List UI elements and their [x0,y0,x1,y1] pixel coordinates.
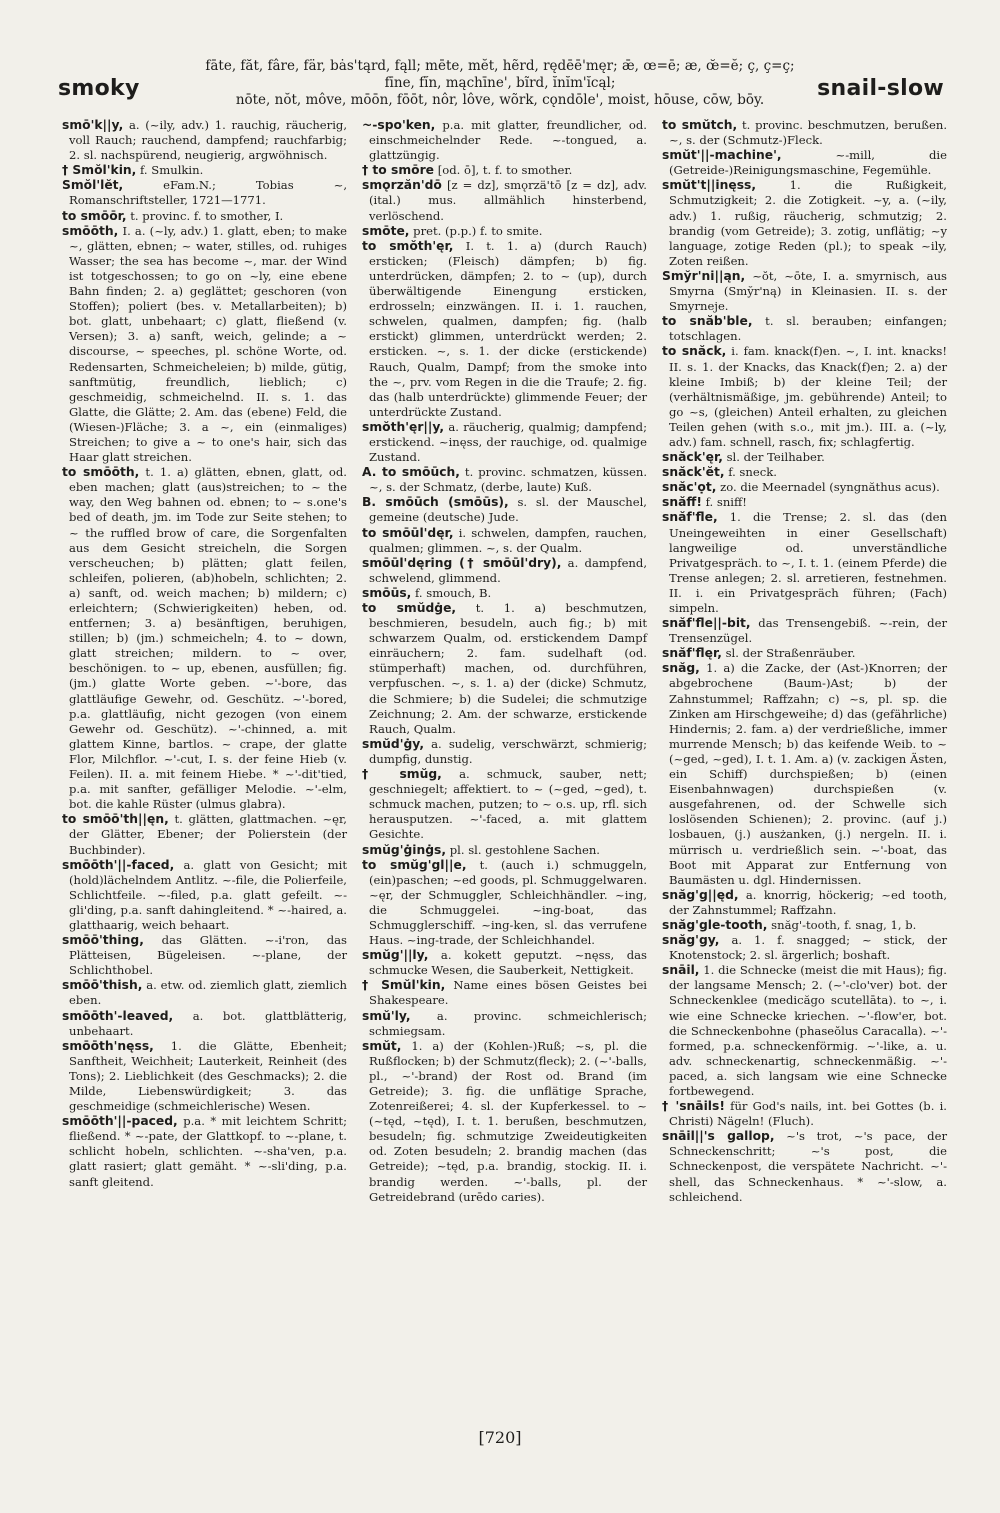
column-1 [62,118,347,1190]
dictionary-entry [662,314,947,344]
entry-headword: snăf'flęr, [662,646,722,661]
dictionary-entry [62,1009,347,1039]
dictionary-entry [62,858,347,933]
entry-headword: smōō'thish, [62,978,143,993]
entry-headword: to smŭtch, [662,118,738,132]
dictionary-entry [362,858,647,949]
entry-definition: I. t. 1. a) (durch Rauch) ersticken; (Fleisch) dämpfen; b) fig. unterdrücken, dämpfen; 2. to ~ (up), durch überwältigende Einengung ersticken, erdrosseln; einzwängen. II. i. 1. rauchen, schwelen, qualmen, dampfen; fig. (halb erstickt) glimmen, unterdrückt werden; 2. ersticken. ~, s. 1. der dicke (erstickende) Rauch, Qualm, Dampf; from the smoke into the ~, prv. vom Regen in die die Traufe; 2. fig. das (halb unterdrückte) glimmende Feuer; der unterdrückte Zustand. [369,238,647,419]
entry-definition: t. provinc. beschmutzen, berußen. ~, s. der (Schmutz-)Fleck. [669,118,948,148]
dictionary-entry [662,1099,947,1129]
entry-headword: to smŭdġe, [362,601,457,615]
entry-headword: smǫrzăn'dō [362,178,442,193]
dictionary-entry [662,888,947,918]
entry-definition: t. 1. a) beschmutzen, beschmieren, besudeln, auch fig.; b) mit schwarzem Qualm, od. erstickendem Dampf einräuchern; 2. fam. sudelhaft (od. stümperhaft) machen, od. durchführen, verpfuschen. ~, s. 1. a) der (dicke) Schmutz, die Schmiere; b) die Sudelei; die schmutzige Zeichnung; 2. Am. der schwarze, erstickende Rauch, Qualm. [369,601,647,736]
entry-headword: † 'snāils! [662,1099,725,1114]
dictionary-entry [62,209,347,224]
entry-definition: a. schmuck, sauber, nett; geschniegelt; affektiert. to ~ (~ged, ~ged), t. schmuck machen, putzen; to ~ o.s. up, rfl. sich herausputzen. ~'-faced, a. mit glattem Gesichte. [369,767,647,842]
entry-definition: sl. der Teilhaber. [726,450,825,465]
dictionary-entry [362,526,647,556]
entry-definition: 1. a) der (Kohlen-)Ruß; ~s, pl. die Rußflocken; b) der Schmutz(fleck); 2. (~'-balls, pl., ~'-brand) der Rost od. Brand (im Getreide); 3. fig. die unflätige Sprache, Zotenreißerei; 4. sl. der Kupferkessel. to ~ (~tęd, ~tęd), I. t. 1. berußen, beschmutzen, besudeln; fig. schmutzige Zweideutigkeiten od. Zoten besudeln; 2. brandig machen (das Getreide); ~tęd, p.a. brandig, stockig. II. i. brandig werden. ~'-balls, pl. der Getreidebrand (urēdo caries). [369,1038,647,1204]
entry-headword: snăck'ęr, [662,450,723,465]
entry-definition: i. fam. knack(f)en. ~, I. int. knacks! II. s. 1. der Knacks, das Knack(f)en; 2. a) der kleine Imbiß; b) der kleine Teil; der (verhältnismäßige, jm. gebührende) Anteil; to go ~s, (gleichen) Anteil erhalten, zu gleichen Teilen gehen (with s.o., mit jm.). III. a. (~ly, adv.) fam. schnell, rasch, fix; schlagfertig. [669,344,947,449]
dictionary-entry [62,978,347,1008]
entry-headword: snăg'gy, [662,933,720,948]
entry-definition: a. kokett geputzt. ~nęss, das schmucke Wesen, die Sauberkeit, Nettigkeit. [369,948,648,978]
dictionary-entry [362,178,647,223]
dictionary-entry [62,1039,347,1114]
entry-headword: to smōūl'dęr, [362,525,454,540]
dictionary-entry [362,1039,647,1205]
entry-headword: snăc'ọt, [662,480,717,495]
entry-headword: smŭ'ly, [362,1008,411,1023]
dictionary-entry [662,963,947,1099]
entry-definition: s. sl. der Mauschel, gemeine (deutsche) Jude. [369,495,647,525]
dictionary-entry [362,843,647,858]
entry-headword: snăff! [662,495,702,510]
entry-headword: smōte, [362,223,410,238]
guide-word-left: smoky [58,76,140,101]
dictionary-entry [362,948,647,978]
dictionary-entry [362,420,647,465]
entry-headword: to smŏth'ęr, [362,238,454,253]
entry-definition: I. a. (~ly, adv.) 1. glatt, eben; to make ~, glätten, ebnen; ~ water, stilles, od. ruhiges Wasser; the sea has become ~, mar. der Wind ist totgeschossen; to go on ~ly, eine ebene Bahn finden; 2. a) geglättet; geschoren (von Stoffen); poliert (bes. v. Metallarbeiten); b) bot. glatt, unbehaart; c) glatt, fließend (v. Versen); 3. a) sanft, weich, gelinde; a ~ discourse, ~ speeches, pl. schöne Worte, od. Redensarten, Schmeicheleien; b) milde, gütig, sanftmütig, freundlich, lieblich; c) geschmeidig, schmeichelnd. II. s. 1. das Glatte, die Glätte; 2. Am. das (ebene) Feld, die (Wiesen-)Fläche; 3. a ~, ein (einmaliges) Streichen; to give a ~ to one's hair, sich das Haar glatt streichen. [69,223,347,465]
dictionary-entry [362,118,647,163]
entry-headword: † smŭg, [362,767,442,782]
dictionary-entry [662,450,947,465]
dictionary-entry [362,556,647,586]
entry-headword: snăf'fle, [662,510,718,525]
entry-definition: t. (auch i.) schmuggeln, (ein)paschen; ~ed goods, pl. Schmuggelwaren. ~ęr, der Schmuggler, Schleichhändler. ~ing, die Schmuggelei. ~ing-boat, das Schmugglerschiff. ~ing-ken, sl. das verrufene Haus. ~ing-trade, der Schleichhandel. [369,857,647,948]
entry-definition: das Trensengebiß. ~-rein, der Trensenzügel. [669,616,947,646]
entry-definition: [z = dz], smǫrzä'tō [z = dz], adv. (ital.) mus. allmählich hinsterbend, verlöschend. [369,178,647,223]
entry-headword: smōōth'-leaved, [62,1008,174,1023]
entry-definition: 1. die Schnecke (meist die mit Haus); fig. der langsame Mensch; 2. (~'-clo'ver) bot. der Schneckenklee (medicăgo scutellāta). to ~, i. wie eine Schnecke kriechen. ~'-flow'er, bot. die Schneckenbohne (phaseŏlus Caracalla). ~'-formed, p.a. schneckenförmig. ~'-like, a. u. adv. schneckenartig, schneckenmäßig. ~'-paced, a. sich langsam wie eine Schnecke fortbewegend. [669,963,947,1098]
entry-definition: a. bot. glattblätterig, unbehaart. [69,1008,347,1038]
dictionary-entry [62,465,347,812]
entry-headword: to snăb'ble, [662,314,753,329]
dictionary-entry [662,118,947,148]
entry-headword: smŭt, [362,1038,402,1053]
entry-definition: a. räucherig, qualmig; dampfend; erstickend. ~inęss, der rauchige, od. qualmige Zustand. [369,419,647,465]
column-2 [362,118,647,1205]
dictionary-entry [62,933,347,978]
entry-headword: smōōth'||-faced, [62,857,175,872]
dictionary-entry [662,646,947,661]
dictionary-entry [62,812,347,857]
entry-headword: snăf'fle||-bit, [662,616,751,631]
entry-headword: ~-spo'ken, [362,118,436,132]
dictionary-entry [62,118,347,163]
entry-definition: 1. die Glätte, Ebenheit; Sanftheit, Weichheit; Lauterkeit, Reinheit (des Tons); 2. Lieblichkeit (des Geschmacks); 2. die Milde, Liebenswürdigkeit; 3. das geschmeidige (schmeichlerische) Wesen. [69,1038,348,1114]
entry-headword: smōōth, [62,223,119,238]
entry-definition: f. sneck. [728,465,777,480]
entry-headword: smōōth'nęss, [62,1038,154,1053]
entry-headword: smōō'thing, [62,933,144,948]
entry-headword: smōūs, [362,585,412,600]
entry-definition: das Glätten. ~-i'ron, das Plätteisen, Bügeleisen. ~-plane, der Schlichthobel. [69,933,348,978]
entry-headword: snăck'ĕt, [662,465,725,480]
entry-definition: a. knorrig, höckerig; ~ed tooth, der Zahnstummel; Raffzahn. [669,887,948,917]
entry-definition: t. sl. berauben; einfangen; totschlagen. [669,314,947,344]
entry-definition: t. 1. a) glätten, ebnen, glatt, od. eben machen; glatt (aus)streichen; to ~ the way, den Weg bahnen od. ebnen; to ~ s.one's bed of death, jm. im Tode zur Seite stehen; to ~ the ruffled brow of care, die Sorgenfalten aus dem Gesicht streicheln, die Sorgen verscheuchen; b) plätten; glatt feilen, schleifen, polieren, (ab)hobeln, schlichten; 2. a) sanft, od. weich machen; b) mildern; c) erleichtern; (Schwierigkeiten) heben, od. entfernen; 3. a) besänftigen, beruhigen, stillen; b) (jm.) schmeicheln; 4. to ~ down, glatt streichen; mildern. to ~ over, beschönigen. to ~ up, ebenen, ausfüllen; fig. (jm.) glatte Worte geben. ~'-bore, das glattläufige Gewehr, od. Geschütz. ~'-bored, p.a. glattläufig, nicht gezogen (von einem Gewehr od. Geschütz). ~'-chinned, a. mit glattem Kinne, bartlos. ~ crape, der glatte Flor, Milchflor. ~'-cut, I. s. der feine Hieb (v. Feilen). II. a. mit feinem Hiebe. * ~'-dit'tied, p.a. mit sanfter, gefälliger Melodie. ~'-elm, bot. die kahle Rüster (ulmus glabra). [69,465,347,812]
entry-definition: ~'s trot, ~'s pace, der Schneckenschritt; ~'s post, die Schneckenpost, die verspätete Nachricht. ~'-shell, das Schneckenhaus. * ~'-slow, a. schleichend. [669,1129,947,1204]
entry-definition: für God's nails, int. bei Gottes (b. i. Christi) Nägeln! (Fluch). [669,1099,947,1129]
column-3 [662,118,947,1205]
entry-headword: to smōō'th||ęn, [62,812,169,827]
entry-definition: a. (~ily, adv.) 1. rauchig, räucherig, voll Rauch; rauchend, dampfend; rauchfarbig; 2. sl. nachspürend, neugierig, argwöhnisch. [69,118,348,163]
entry-definition: t. provinc. f. to smother, I. [130,208,284,223]
dictionary-entry [362,767,647,842]
dictionary-entry [662,178,947,269]
entry-definition: a. sudelig, verschwärzt, schmierig; dumpfig, dunstig. [369,736,647,766]
entry-headword: smŭt't||inęss, [662,178,757,193]
entry-headword: smŏth'ęr||y, [362,419,445,434]
entry-definition: p.a. * mit leichtem Schritt; fließend. * ~-pate, der Glattkopf. to ~-plane, t. schlicht hobeln, schlichten. ~-sha'ven, p.a. glatt rasiert; glatt gemäht. * ~-sli'ding, p.a. sanft gleitend. [69,1114,348,1189]
entry-headword: smŭt'||-machine', [662,148,782,163]
pronunciation-key [200,58,800,109]
page-number: [720] [478,1428,522,1447]
entry-headword: † Smŏl'kin, [62,163,137,178]
entry-headword: smŭg'||ly, [362,948,429,963]
entry-definition: f. Smulkin. [140,163,204,178]
dictionary-entry [362,163,647,178]
entry-headword: † to smōre [362,163,435,178]
dictionary-entry [362,978,647,1008]
dictionary-entry [662,616,947,646]
entry-headword: to smŭg'gl||e, [362,857,467,872]
entry-headword: to smōōr, [62,208,127,223]
dictionary-entry [662,510,947,616]
entry-headword: smōūl'dęring († smōūl'dry), [362,555,562,570]
pronunciation-key-line: fīne, fĭn, mąchīne', bĩrd, ĭnĭm'ĭcąl; [384,75,616,91]
guide-word-right: snail-slow [817,76,944,101]
dictionary-entry [362,465,647,495]
entry-headword: snăg'g||ęd, [662,887,739,902]
entry-definition: sl. der Straßenräuber. [725,646,856,661]
entry-definition: eFam.N.; Tobias ~, Romanschriftsteller, 1721—1771. [69,178,348,208]
entry-headword: A. to smōūch, [362,465,460,480]
dictionary-entry [362,601,647,737]
entry-headword: snāil||'s gallop, [662,1129,775,1144]
entry-headword: to smōōth, [62,465,140,480]
entry-definition: a. glatt von Gesicht; mit (hold)lächelndem Antlitz. ~-file, die Polierfeile, Schlichtfeile. ~-filed, p.a. glatt gefeilt. ~-gli'ding, p.a. sanft dahingleitend. * ~-haired, a. glatthaarig, weich behaart. [69,857,347,932]
entry-definition: pret. (p.p.) f. to smite. [413,223,543,238]
pronunciation-key-line: nōte, nŏt, môve, mōōn, fōōt, nôr, lôve, wõrk, cǫndōle', moist, hōuse, cōw, bōy. [235,92,765,108]
dictionary-entry [662,1129,947,1204]
entry-definition: zo. die Meernadel (syngnăthus acus). [720,480,940,495]
entry-definition: 1. die Trense; 2. sl. das (den Uneingeweihten in einer Gesellschaft) langweilige od. unverständliche Privatgespräch. to ~, I. t. 1. (einem Pferde) die Trense anlegen; 2. sl. arretieren, festnehmen. II. i. ein Privatgespräch führen; (Fach) simpeln. [669,510,947,615]
dictionary-entry [662,933,947,963]
dictionary-entry [362,224,647,239]
dictionary-entry [362,239,647,420]
entry-headword: snăg, [662,661,700,676]
entry-definition: t. glätten, glattmachen. ~ęr, der Glätter, Ebener; der Polierstein (der Buchbinder). [69,812,347,857]
entry-definition: snăg'-tooth, f. snag, 1, b. [771,917,917,932]
dictionary-entry [662,661,947,887]
entry-headword: snāil, [662,963,700,978]
entry-headword: smōōth'||-paced, [62,1114,178,1129]
dictionary-entry [362,737,647,767]
entry-definition: t. provinc. schmatzen, küssen. ~, s. der Schmatz, (derbe, laute) Kuß. [369,465,648,495]
entry-headword: Smy̆r'ni||ąn, [662,268,746,283]
entry-definition: f. smouch, B. [415,585,492,600]
entry-definition: i. schwelen, dampfen, rauchen, qualmen; glimmen. ~, s. der Qualm. [369,525,647,555]
entry-headword: smŭd'ġy, [362,736,424,751]
dictionary-entry [662,918,947,933]
entry-definition: a. etw. od. ziemlich glatt, ziemlich eben. [69,978,347,1008]
dictionary-entry [62,224,347,466]
entry-headword: B. smōūch (smōūs), [362,495,509,510]
entry-definition: p.a. mit glatter, freundlicher, od. einschmeichelnder Rede. ~-tongued, a. glattzüngig. [369,118,647,163]
pronunciation-key-line: fāte, făt, fâre, fär, bȧs'tąrd, fąll; mēte, mĕt, hẽrd, rędēē'męr; ǣ, œ=ē; æ, œ̆=ĕ; ç, ç=ç; [205,58,795,74]
dictionary-entry [62,178,347,208]
entry-headword: snăg'gle-tooth, [662,917,768,932]
entry-definition: a. 1. f. snagged; ~ stick, der Knotenstock; 2. sl. ärgerlich; boshaft. [669,933,947,963]
entry-definition: pl. sl. gestohlene Sachen. [449,842,600,857]
dictionary-entry [662,465,947,480]
entry-definition: Name eines bösen Geistes bei Shakespeare. [369,978,648,1008]
entry-definition: f. sniff! [705,495,747,510]
dictionary-entry [362,495,647,525]
entry-definition: a. provinc. schmeichlerisch; schmiegsam. [369,1008,647,1038]
entry-headword: smō'k||y, [62,118,124,132]
dictionary-entry [362,1009,647,1039]
entry-headword: Smŏl'lĕt, [62,178,124,193]
dictionary-entry [62,163,347,178]
entry-definition: ~-mill, die (Getreide-)Reinigungsmaschine, Fegemühle. [669,148,947,178]
dictionary-entry [362,586,647,601]
entry-headword: smŭg'ġinġs, [362,842,447,857]
entry-definition: 1. die Rußigkeit, Schmutzigkeit; 2. die Zotigkeit. ~y, a. (~ily, adv.) 1. rußig, räucherig, schmutzig; 2. brandig (vom Getreide); 3. zotig, unflätig; ~y language, zotige Reden (pl.); to speak ~ily, Zoten reißen. [669,178,947,268]
entry-definition: 1. a) die Zacke, der (Ast-)Knorren; der abgebrochene (Baum-)Ast; b) der Zahnstummel; Raffzahn; c) ~s, pl. sp. die Zinken am Hirschgeweihe; d) das (gefährliche) Hindernis; 2. fam. a) der verdrießliche, immer murrende Mensch; b) das keifende Weib. to ~ (~ged, ~ged), I. t. 1. Am. a) (v. zackigen Ästen, ein Schiff) durchspießen; b) (einen Eisenbahnwagen) durchspießen (v. ausgefahrenen, od. der Schwelle sich loslösenden Schienen); 2. provinc. (auf j.) losbauen, (j.) ausżanken, (j.) nergeln. II. i. mürrisch u. verdrießlich sein. ~'-boat, das Boot mit Apparat zur Entfernung von Baumästen u. dgl. Hindernissen. [669,661,948,887]
entry-headword: † Smŭl'kin, [362,978,446,993]
entry-definition: a. dampfend, schwelend, glimmend. [369,555,647,585]
dictionary-entry [662,148,947,178]
dictionary-entry [62,1114,347,1189]
dictionary-entry [662,344,947,450]
entry-definition: [od. ō], t. f. to smother. [437,163,573,178]
entry-definition: ~ŏt, ~ōte, I. a. smyrnisch, aus Smyrna (Smy̆r'ną) in Kleinasien. II. s. der Smyrneje. [669,268,947,314]
entry-headword: to snăck, [662,344,727,359]
dictionary-entry [662,269,947,314]
dictionary-entry [662,480,947,495]
dictionary-entry [662,495,947,510]
